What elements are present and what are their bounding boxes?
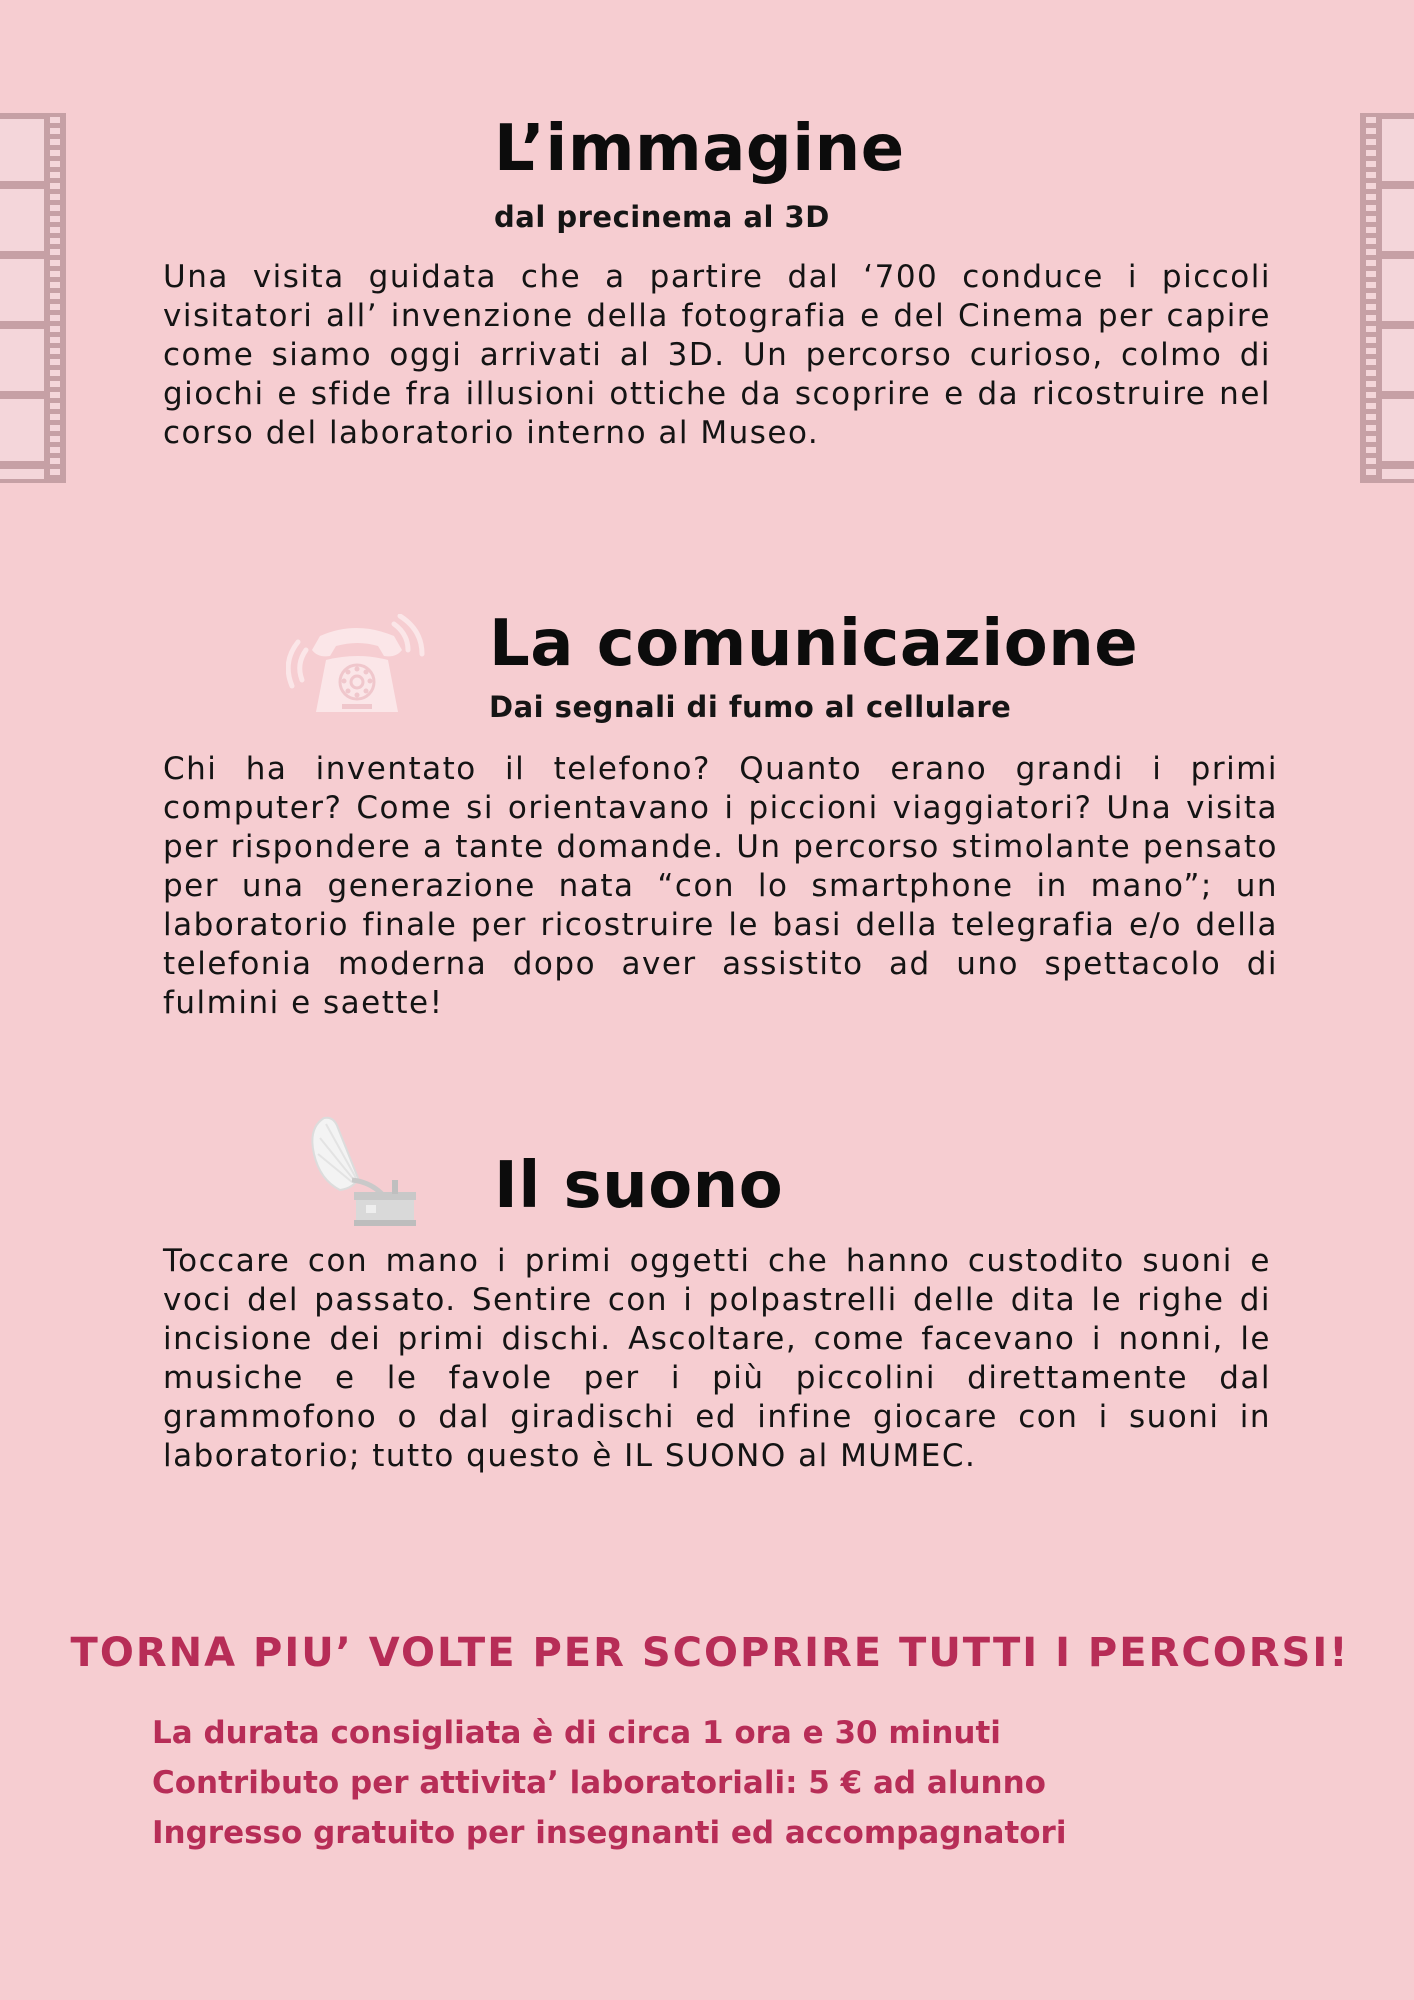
telephone-icon [286, 614, 428, 716]
section-title-comunicazione: La comunicazione [489, 607, 1139, 681]
section-subtitle-immagine: dal precinema al 3D [494, 200, 830, 234]
section-title-immagine: L’immagine [494, 112, 905, 186]
section-body-immagine: Una visita guidata che a partire dal ‘700 conduce i piccoli visitatori all’ invenzione della fotografia e del Cinema per capire come siamo oggi arrivati al 3D. Un percorso curioso, colmo di giochi e sfide fra illusioni ottiche da scoprire e da ricostruire nel corso del laboratorio interno al Museo. [163, 259, 1271, 451]
info-free-entry: Ingresso gratuito per insegnanti ed accompagnatori [152, 1815, 1067, 1851]
film-strip-icon [1360, 113, 1414, 483]
section-body-comunicazione: Chi ha inventato il telefono? Quanto erano grandi i primi computer? Come si orientavano i piccioni viaggiatori? Una visita per rispondere a tante domande. Un percorso stimolante pensato per una generazione nata “con lo smartphone in mano”; un laboratorio finale per ricostruire le basi della telegrafia e/o della telefonia moderna dopo aver assistito ad uno spettacolo di fulmini e saette! [163, 751, 1278, 1021]
section-subtitle-comunicazione: Dai segnali di fumo al cellulare [489, 690, 1012, 724]
info-duration: La durata consigliata è di circa 1 ora e 30 minuti [152, 1715, 1001, 1751]
gramophone-icon [306, 1110, 428, 1232]
call-to-action: TORNA PIU’ VOLTE PER SCOPRIRE TUTTI I PERCORSI! [70, 1630, 1350, 1676]
film-strip-icon [0, 113, 66, 483]
section-title-suono: Il suono [494, 1149, 784, 1223]
info-contribution: Contributo per attivita’ laboratoriali: 5 € ad alunno [152, 1765, 1046, 1801]
section-body-suono: Toccare con mano i primi oggetti che hanno custodito suoni e voci del passato. Sentire con i polpastrelli delle dita le righe di incisione dei primi dischi. Ascoltare, come facevano i nonni, le musiche e le favole per i più piccolini direttamente dal grammofono o dal giradischi ed infine giocare con i suoni in laboratorio; tutto questo è IL SUONO al MUMEC. [163, 1243, 1271, 1474]
